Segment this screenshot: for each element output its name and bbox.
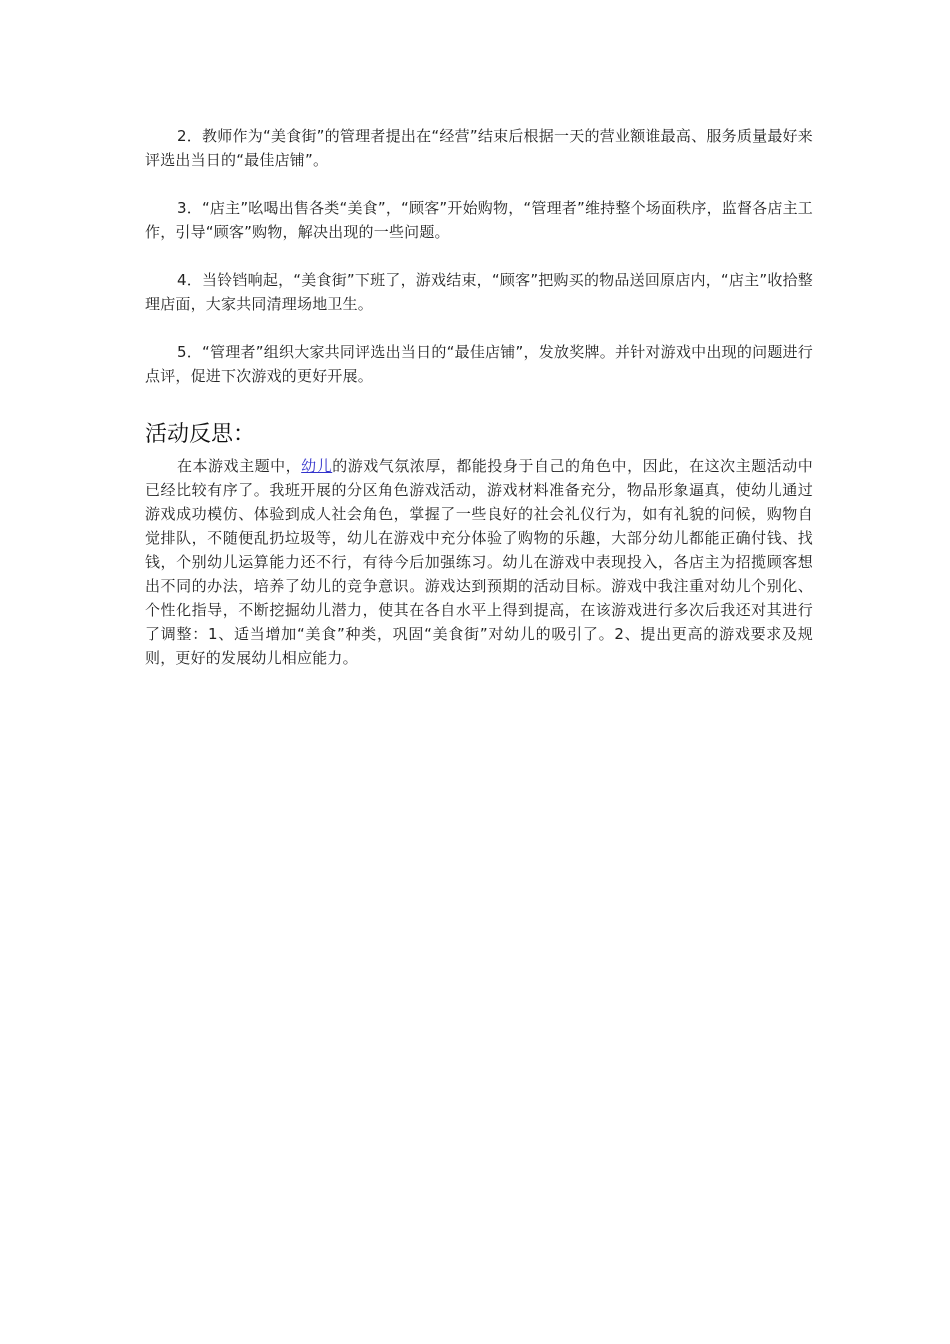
step-2-paragraph: 2．教师作为“美食街”的管理者提出在“经营”结束后根据一天的营业额谁最高、服务质量最好来评选出当日的“最佳店铺”。 (145, 127, 813, 169)
children-link[interactable]: 幼儿 (301, 457, 333, 475)
document-page (145, 124, 813, 670)
reflection-paragraph (145, 454, 813, 670)
reflection-text-before-link: 在本游戏主题中， (177, 457, 302, 475)
step-5-paragraph: 5．“管理者”组织大家共同评选出当日的“最佳店铺”，发放奖牌。并针对游戏中出现的问题进行点评，促进下次游戏的更好开展。 (145, 343, 813, 385)
reflection-heading: 活动反思： (145, 422, 256, 447)
step-3-paragraph: 3．“店主”吆喝出售各类“美食”，“顾客”开始购物，“管理者”维持整个场面秩序，监督各店主工作，引导“顾客”购物，解决出现的一些问题。 (145, 199, 813, 241)
reflection-text-after-link: 的游戏气氛浓厚，都能投身于自己的角色中，因此，在这次主题活动中已经比较有序了。我班开展的分区角色游戏活动，游戏材料准备充分，物品形象逼真，使幼儿通过游戏成功模仿、体验到成人社会角色，掌握了一些良好的社会礼仪行为，如有礼貌的问候，购物自觉排队，不随便乱扔垃圾等，幼儿在游戏中充分体验了购物的乐趣，大部分幼儿都能正确付钱、找钱，个别幼儿运算能力还不行，有待今后加强练习。幼儿在游戏中表现投入，各店主为招揽顾客想出不同的办法，培养了幼儿的竞争意识。游戏达到预期的活动目标。游戏中我注重对幼儿个别化、个性化指导，不断挖掘幼儿潜力，使其在各自水平上得到提高，在该游戏进行多次后我还对其进行了调整：1、适当增加“美食”种类，巩固“美食街”对幼儿的吸引了。2、提出更高的游戏要求及规则，更好的发展幼儿相应能力。 (145, 457, 813, 667)
step-4-paragraph: 4．当铃铛响起，“美食街”下班了，游戏结束，“顾客”把购买的物品送回原店内，“店主”收拾整理店面，大家共同清理场地卫生。 (145, 271, 813, 313)
